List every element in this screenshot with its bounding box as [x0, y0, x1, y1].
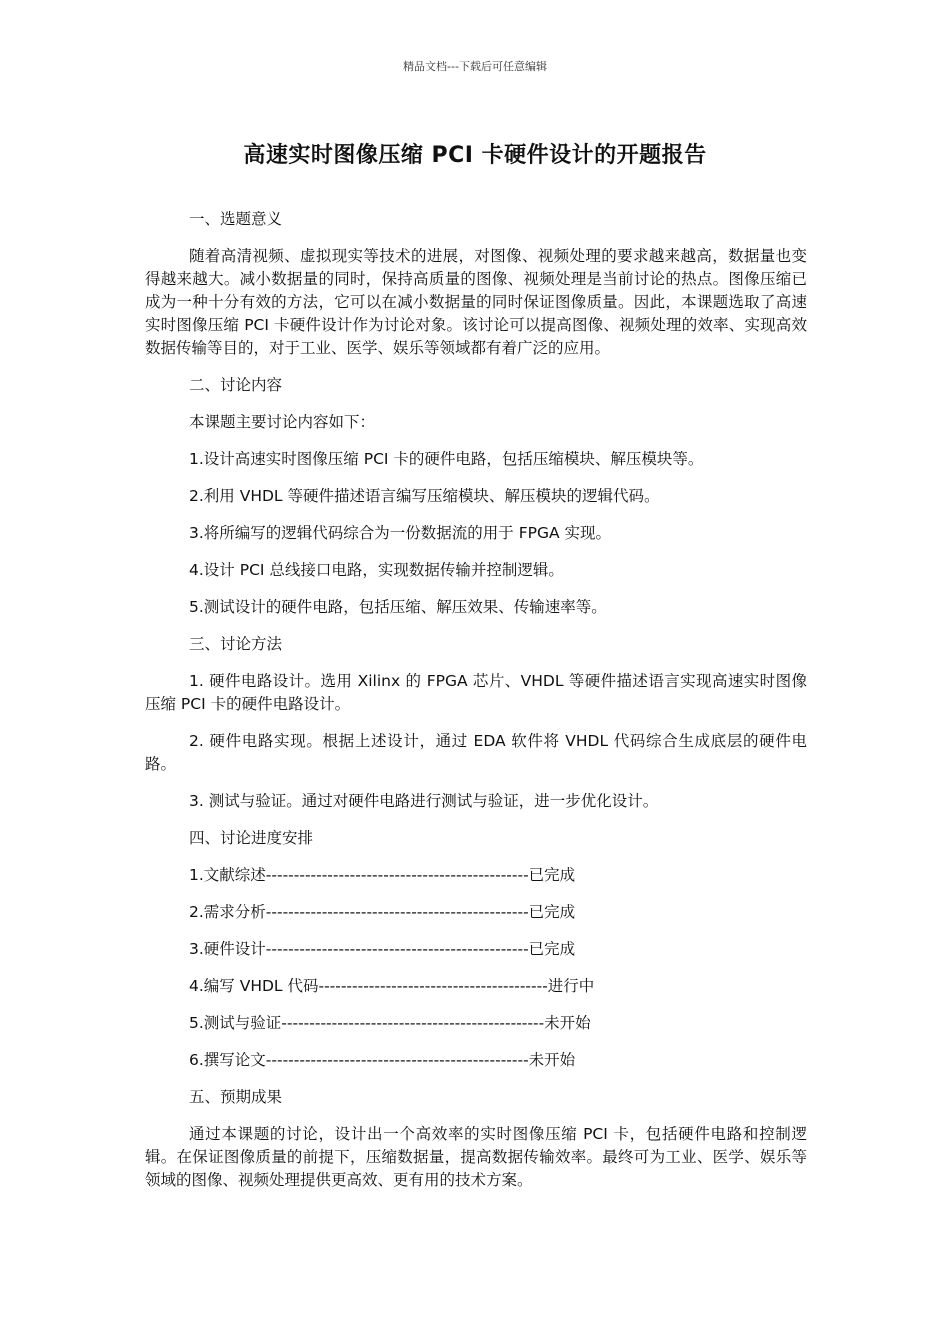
section-heading-schedule: 四、讨论进度安排: [189, 829, 314, 847]
schedule-item: 3.硬件设计-----------------------------------------------已完成: [189, 940, 576, 958]
content-item: 5.测试设计的硬件电路，包括压缩、解压效果、传输速率等。: [189, 598, 607, 616]
section-heading-methods: 三、讨论方法: [189, 635, 283, 653]
content-item: 4.设计 PCI 总线接口电路，实现数据传输并控制逻辑。: [189, 561, 564, 579]
method-item: 1. 硬件电路设计。选用 Xilinx 的 FPGA 芯片、VHDL 等硬件描述语言实现高速实时图像压缩 PCI 卡的硬件电路设计。: [145, 672, 807, 713]
document-body: [145, 208, 807, 1206]
schedule-item: 4.编写 VHDL 代码-----------------------------------------进行中: [189, 977, 595, 995]
section-heading-content: 二、讨论内容: [189, 376, 283, 394]
significance-paragraph: 随着高清视频、虚拟现实等技术的进展，对图像、视频处理的要求越来越高，数据量也变得越来越大。减小数据量的同时，保持高质量的图像、视频处理是当前讨论的热点。图像压缩已成为一种十分有效的方法，它可以在减小数据量的同时保证图像质量。因此，本课题选取了高速实时图像压缩 PCI 卡硬件设计作为讨论对象。该讨论可以提高图像、视频处理的效率、实现高效数据传输等目的，对于工业、医学、娱乐等领域都有着广泛的应用。: [145, 247, 807, 357]
section-heading-outcomes: 五、预期成果: [189, 1088, 283, 1106]
content-item: 3.将所编写的逻辑代码综合为一份数据流的用于 FPGA 实现。: [189, 524, 612, 542]
document-title: 高速实时图像压缩 PCI 卡硬件设计的开题报告: [243, 143, 707, 168]
section-heading-significance: 一、选题意义: [189, 210, 283, 228]
page-header-note: 精品文档---下载后可任意编辑: [403, 60, 547, 73]
method-item: 3. 测试与验证。通过对硬件电路进行测试与验证，进一步优化设计。: [189, 792, 659, 810]
schedule-item: 2.需求分析-----------------------------------------------已完成: [189, 903, 576, 921]
content-item: 2.利用 VHDL 等硬件描述语言编写压缩模块、解压模块的逻辑代码。: [189, 487, 660, 505]
content-intro: 本课题主要讨论内容如下：: [189, 413, 376, 431]
outcomes-paragraph: 通过本课题的讨论，设计出一个高效率的实时图像压缩 PCI 卡，包括硬件电路和控制逻辑。在保证图像质量的前提下，压缩数据量，提高数据传输效率。最终可为工业、医学、娱乐等领域的图像、视频处理提供更高效、更有用的技术方案。: [145, 1125, 807, 1189]
content-item: 1.设计高速实时图像压缩 PCI 卡的硬件电路，包括压缩模块、解压模块等。: [189, 450, 704, 468]
schedule-item: 6.撰写论文-----------------------------------------------未开始: [189, 1051, 576, 1069]
schedule-item: 1.文献综述-----------------------------------------------已完成: [189, 866, 576, 884]
schedule-item: 5.测试与验证-----------------------------------------------未开始: [189, 1014, 591, 1032]
method-item: 2. 硬件电路实现。根据上述设计，通过 EDA 软件将 VHDL 代码综合生成底层的硬件电路。: [145, 732, 807, 773]
